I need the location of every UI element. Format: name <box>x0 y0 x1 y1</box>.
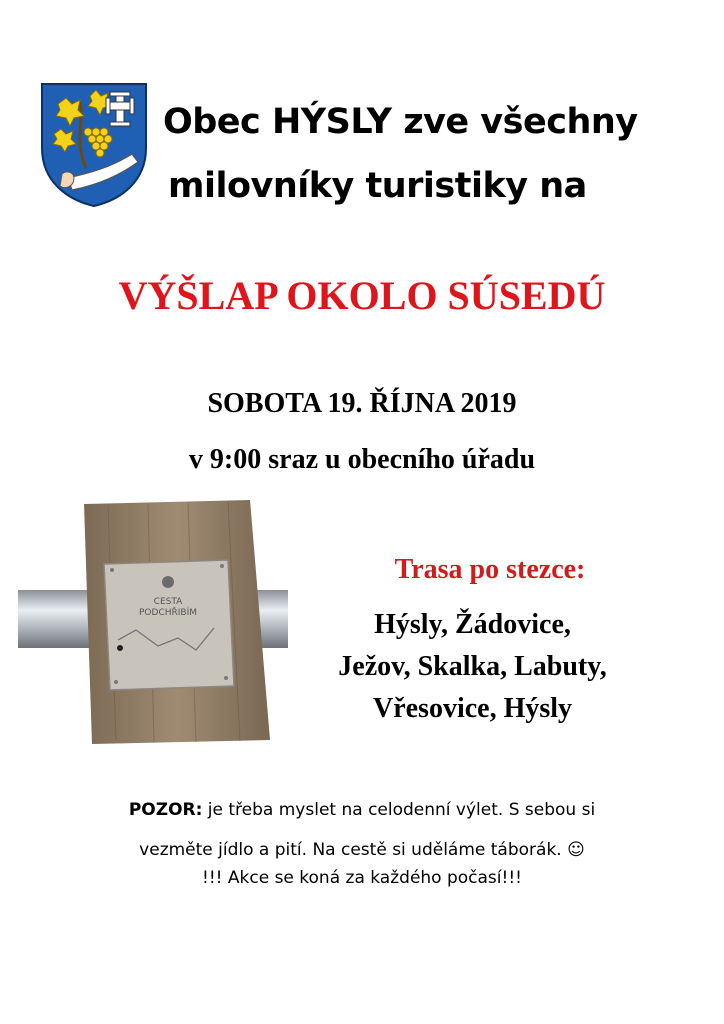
meeting-info: v 9:00 sraz u obecního úřadu <box>188 444 536 475</box>
route-list <box>300 604 645 730</box>
notice <box>0 790 724 870</box>
route-heading: Trasa po stezce: <box>394 554 586 585</box>
notice-label: POZOR: <box>128 800 203 820</box>
weather-warning: !!! Akce se koná za každého počasí!!! <box>202 868 522 888</box>
invitation-line-1: Obec HÝSLY zve všechny <box>163 102 638 142</box>
invitation-line-2: milovníky turistiky na <box>168 166 587 206</box>
plaque-text-line-2: PODCHŘIBÍM <box>139 608 197 618</box>
coat-of-arms-icon <box>40 82 148 208</box>
notice-text-2: vezměte jídlo a pití. Na cestě si uděláme táborák. ☺ <box>139 840 585 860</box>
notice-text-1: je třeba myslet na celodenní výlet. S sebou si <box>202 800 596 820</box>
route-line-3: Vřesovice, Hýsly <box>372 693 573 724</box>
route-line-1: Hýsly, Žádovice, <box>374 609 571 640</box>
plaque-text-line-1: CESTA <box>153 597 183 607</box>
trail-sign-photo <box>18 500 288 744</box>
route-line-2: Ježov, Skalka, Labuty, <box>338 651 607 682</box>
invitation-text <box>163 90 703 218</box>
event-title: VÝŠLAP OKOLO SÚSEDÚ <box>118 273 606 318</box>
event-date: SOBOTA 19. ŘÍJNA 2019 <box>207 388 517 419</box>
